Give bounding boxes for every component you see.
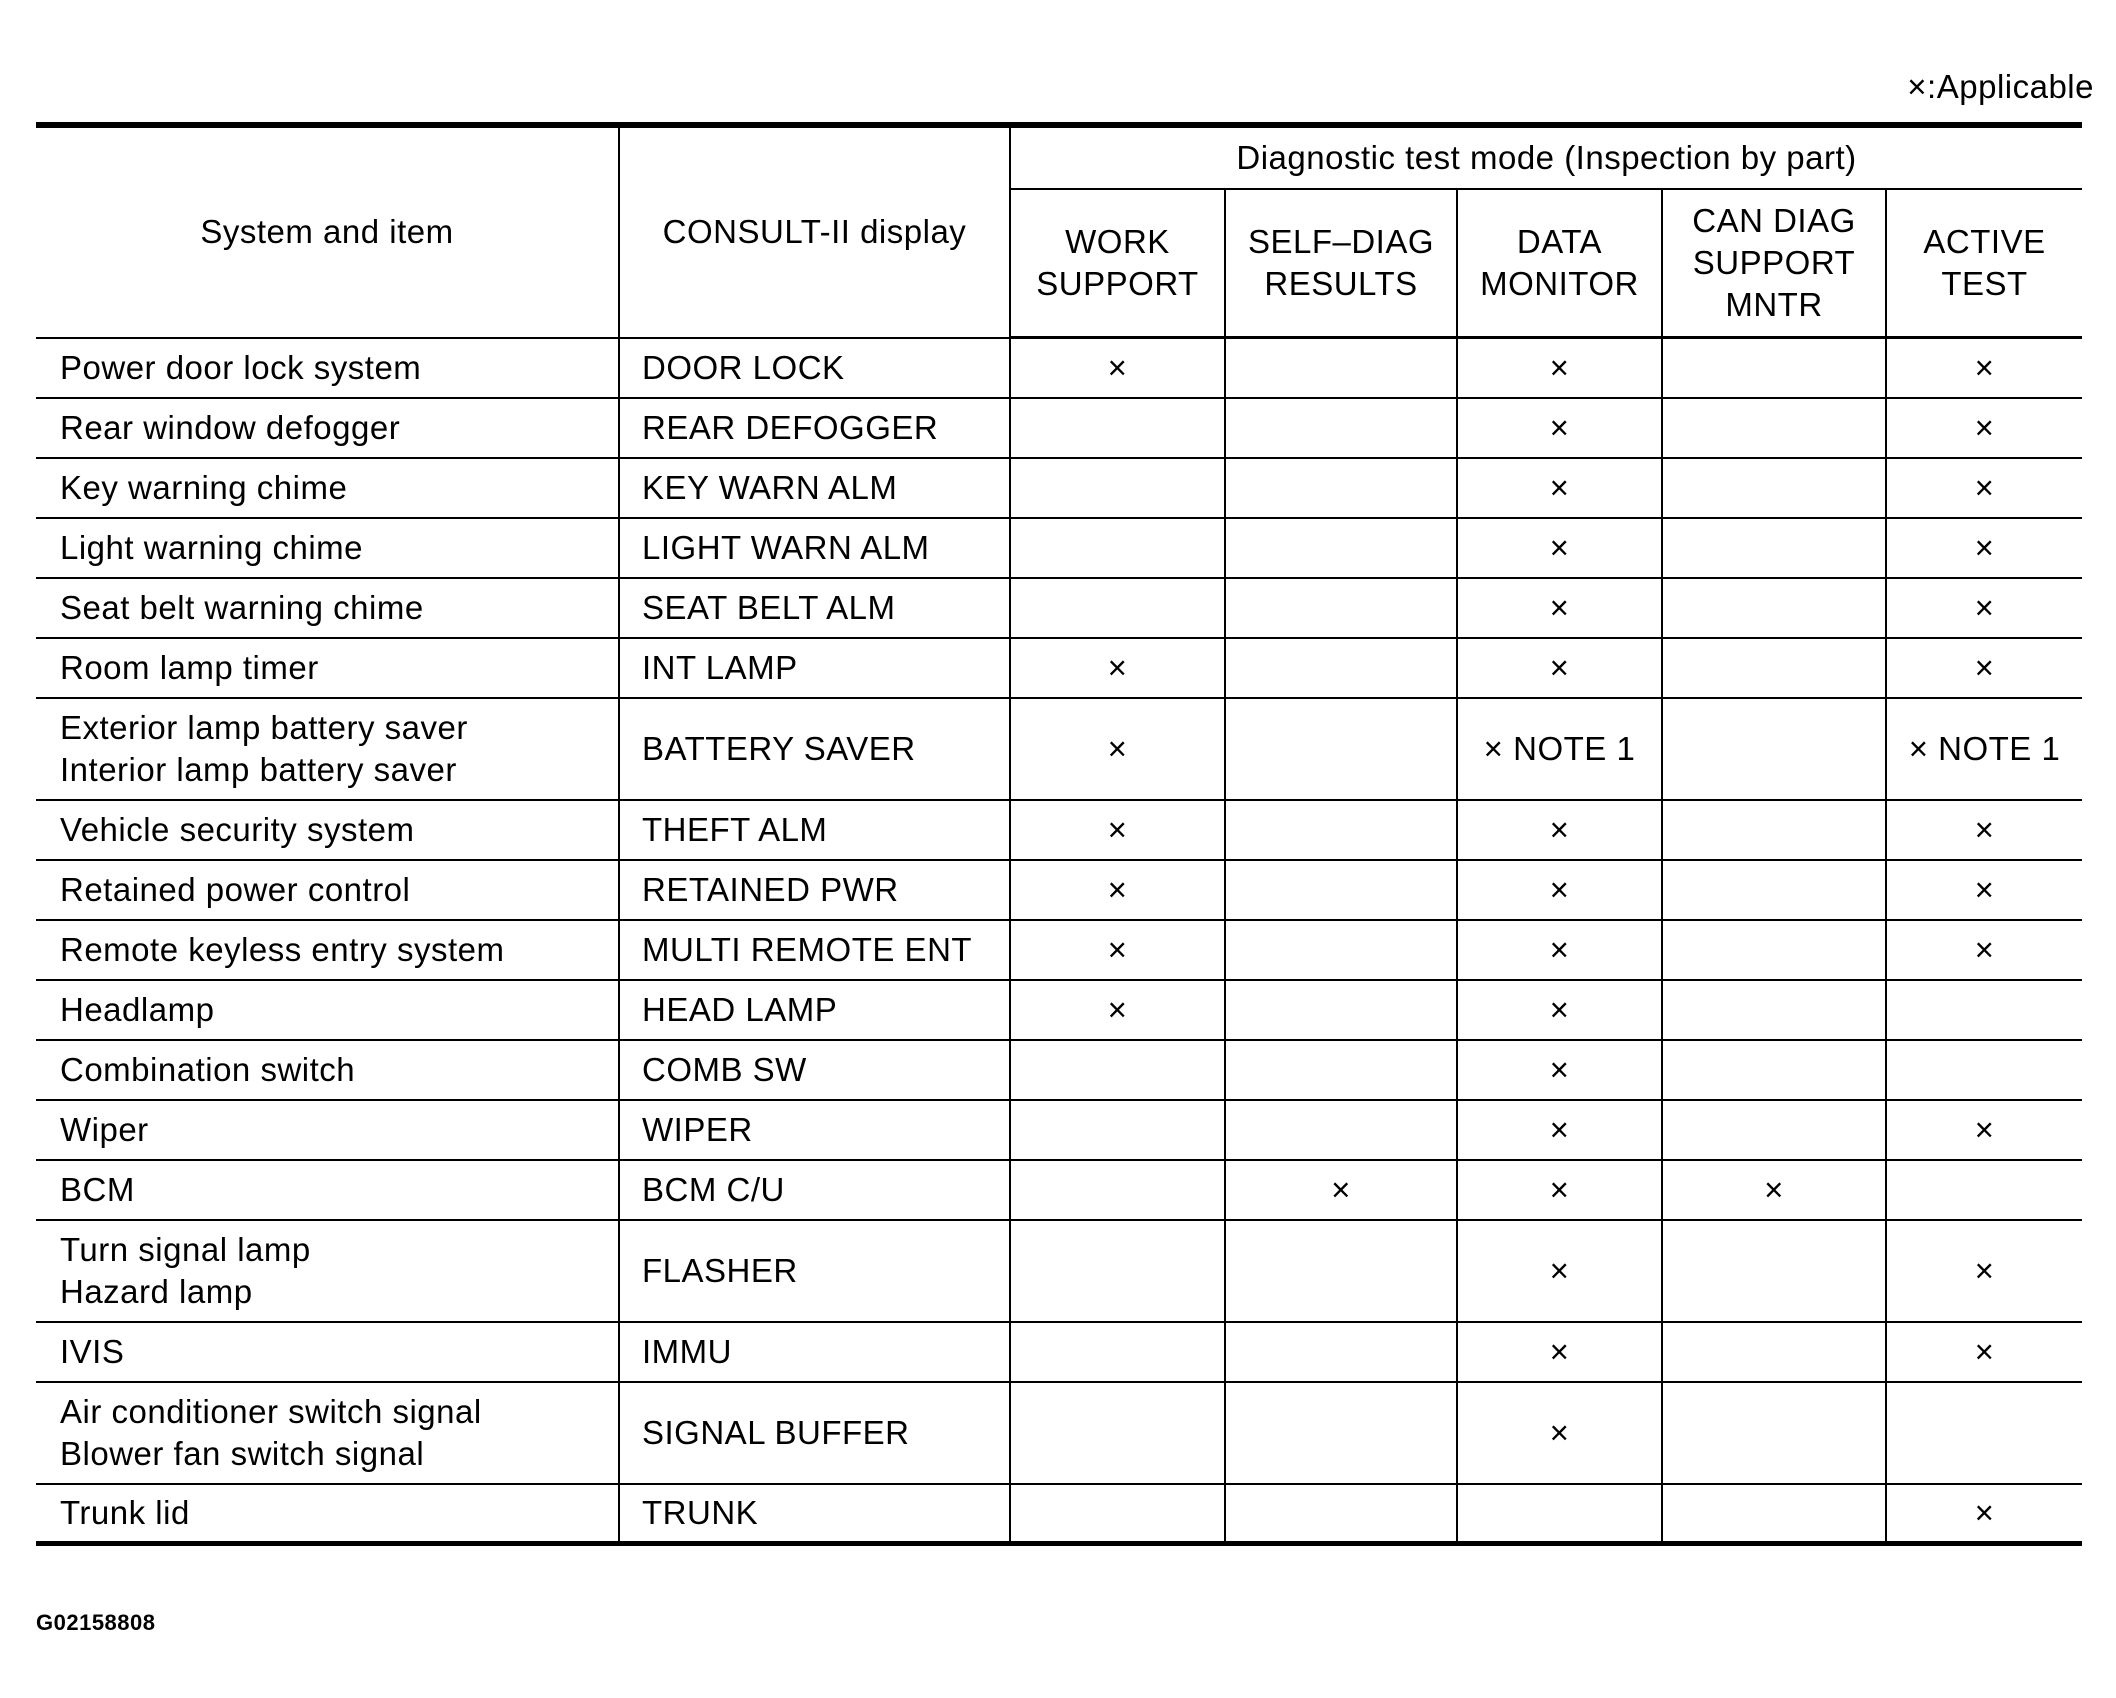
cell-active-test: × <box>1886 338 2082 398</box>
cell-system-item: Rear window defogger <box>36 398 619 458</box>
cell-system-item: Trunk lid <box>36 1484 619 1544</box>
cell-self-diag-results <box>1225 638 1457 698</box>
cell-active-test: × NOTE 1 <box>1886 698 2082 800</box>
table-row <box>36 1382 2082 1484</box>
cell-self-diag-results: × <box>1225 1160 1457 1220</box>
cell-work-support: × <box>1010 980 1225 1040</box>
cell-system-item: Key warning chime <box>36 458 619 518</box>
cell-consult-display: TRUNK <box>619 1484 1010 1544</box>
cell-self-diag-results <box>1225 980 1457 1040</box>
cell-active-test: × <box>1886 800 2082 860</box>
cell-can-diag-support-mntr <box>1662 518 1886 578</box>
cell-can-diag-support-mntr <box>1662 980 1886 1040</box>
cell-consult-display: THEFT ALM <box>619 800 1010 860</box>
cell-can-diag-support-mntr <box>1662 1484 1886 1544</box>
cell-active-test <box>1886 1382 2082 1484</box>
cell-self-diag-results <box>1225 578 1457 638</box>
table-row <box>36 980 2082 1040</box>
cell-active-test: × <box>1886 458 2082 518</box>
table-row <box>36 518 2082 578</box>
cell-data-monitor: × NOTE 1 <box>1457 698 1662 800</box>
cell-system-item: Room lamp timer <box>36 638 619 698</box>
cell-consult-display: LIGHT WARN ALM <box>619 518 1010 578</box>
diagnostic-mode-table <box>36 122 2082 1546</box>
table-row <box>36 458 2082 518</box>
cell-consult-display: RETAINED PWR <box>619 860 1010 920</box>
cell-system-item: Headlamp <box>36 980 619 1040</box>
cell-active-test: × <box>1886 398 2082 458</box>
cell-can-diag-support-mntr <box>1662 698 1886 800</box>
cell-system-item: Remote keyless entry system <box>36 920 619 980</box>
cell-can-diag-support-mntr <box>1662 1100 1886 1160</box>
cell-work-support <box>1010 1322 1225 1382</box>
cell-can-diag-support-mntr <box>1662 920 1886 980</box>
cell-data-monitor: × <box>1457 518 1662 578</box>
cell-data-monitor: × <box>1457 638 1662 698</box>
cell-system-item: Retained power control <box>36 860 619 920</box>
table-row <box>36 698 2082 800</box>
cell-can-diag-support-mntr <box>1662 638 1886 698</box>
cell-consult-display: INT LAMP <box>619 638 1010 698</box>
cell-consult-display: BATTERY SAVER <box>619 698 1010 800</box>
cell-system-item: Exterior lamp battery saver Interior lamp battery saver <box>36 698 619 800</box>
table-row <box>36 1322 2082 1382</box>
cell-can-diag-support-mntr <box>1662 338 1886 398</box>
cell-can-diag-support-mntr <box>1662 398 1886 458</box>
cell-work-support <box>1010 1382 1225 1484</box>
cell-system-item: Vehicle security system <box>36 800 619 860</box>
cell-system-item: IVIS <box>36 1322 619 1382</box>
header-consult-display: CONSULT-II display <box>619 125 1010 338</box>
cell-active-test: × <box>1886 518 2082 578</box>
cell-work-support: × <box>1010 698 1225 800</box>
cell-data-monitor: × <box>1457 1382 1662 1484</box>
cell-active-test: × <box>1886 578 2082 638</box>
cell-work-support <box>1010 398 1225 458</box>
cell-self-diag-results <box>1225 1220 1457 1322</box>
cell-consult-display: COMB SW <box>619 1040 1010 1100</box>
cell-self-diag-results <box>1225 518 1457 578</box>
cell-self-diag-results <box>1225 920 1457 980</box>
cell-data-monitor: × <box>1457 1040 1662 1100</box>
cell-consult-display: KEY WARN ALM <box>619 458 1010 518</box>
cell-active-test <box>1886 980 2082 1040</box>
cell-work-support <box>1010 518 1225 578</box>
cell-work-support: × <box>1010 338 1225 398</box>
table-row <box>36 638 2082 698</box>
cell-can-diag-support-mntr <box>1662 800 1886 860</box>
table-row <box>36 800 2082 860</box>
cell-data-monitor: × <box>1457 1220 1662 1322</box>
cell-work-support: × <box>1010 638 1225 698</box>
cell-consult-display: SEAT BELT ALM <box>619 578 1010 638</box>
cell-can-diag-support-mntr: × <box>1662 1160 1886 1220</box>
cell-work-support <box>1010 458 1225 518</box>
cell-consult-display: BCM C/U <box>619 1160 1010 1220</box>
cell-work-support <box>1010 1484 1225 1544</box>
cell-consult-display: WIPER <box>619 1100 1010 1160</box>
cell-can-diag-support-mntr <box>1662 458 1886 518</box>
table-row <box>36 338 2082 398</box>
cell-work-support: × <box>1010 800 1225 860</box>
cell-system-item: Power door lock system <box>36 338 619 398</box>
cell-can-diag-support-mntr <box>1662 1322 1886 1382</box>
cell-self-diag-results <box>1225 398 1457 458</box>
cell-consult-display: IMMU <box>619 1322 1010 1382</box>
table-body <box>36 338 2082 1544</box>
cell-data-monitor: × <box>1457 1100 1662 1160</box>
table-row <box>36 1100 2082 1160</box>
cell-self-diag-results <box>1225 458 1457 518</box>
cell-work-support <box>1010 1220 1225 1322</box>
applicable-legend: ×:Applicable <box>1907 68 2094 105</box>
cell-data-monitor: × <box>1457 1160 1662 1220</box>
cell-self-diag-results <box>1225 338 1457 398</box>
cell-self-diag-results <box>1225 860 1457 920</box>
cell-self-diag-results <box>1225 1484 1457 1544</box>
cell-data-monitor: × <box>1457 800 1662 860</box>
cell-system-item: Combination switch <box>36 1040 619 1100</box>
cell-self-diag-results <box>1225 1382 1457 1484</box>
cell-active-test <box>1886 1160 2082 1220</box>
cell-work-support <box>1010 1040 1225 1100</box>
cell-consult-display: REAR DEFOGGER <box>619 398 1010 458</box>
cell-consult-display: FLASHER <box>619 1220 1010 1322</box>
cell-data-monitor: × <box>1457 1322 1662 1382</box>
cell-active-test: × <box>1886 1484 2082 1544</box>
cell-system-item: Wiper <box>36 1100 619 1160</box>
diagnostic-table-container <box>36 122 2082 1546</box>
cell-can-diag-support-mntr <box>1662 1040 1886 1100</box>
header-active-test: ACTIVE TEST <box>1886 189 2082 338</box>
cell-data-monitor: × <box>1457 980 1662 1040</box>
cell-data-monitor: × <box>1457 860 1662 920</box>
header-system-and-item: System and item <box>36 125 619 338</box>
header-work-support: WORK SUPPORT <box>1010 189 1225 338</box>
cell-consult-display: SIGNAL BUFFER <box>619 1382 1010 1484</box>
cell-self-diag-results <box>1225 1100 1457 1160</box>
cell-data-monitor: × <box>1457 398 1662 458</box>
cell-data-monitor: × <box>1457 458 1662 518</box>
cell-data-monitor <box>1457 1484 1662 1544</box>
cell-system-item: Light warning chime <box>36 518 619 578</box>
header-self-diag-results: SELF–DIAG RESULTS <box>1225 189 1457 338</box>
table-row <box>36 1484 2082 1544</box>
cell-can-diag-support-mntr <box>1662 1220 1886 1322</box>
cell-active-test: × <box>1886 1100 2082 1160</box>
cell-system-item: Turn signal lamp Hazard lamp <box>36 1220 619 1322</box>
cell-data-monitor: × <box>1457 578 1662 638</box>
cell-self-diag-results <box>1225 1040 1457 1100</box>
cell-consult-display: MULTI REMOTE ENT <box>619 920 1010 980</box>
cell-work-support: × <box>1010 860 1225 920</box>
cell-active-test: × <box>1886 920 2082 980</box>
table-row <box>36 920 2082 980</box>
table-row <box>36 1040 2082 1100</box>
cell-active-test: × <box>1886 1220 2082 1322</box>
cell-work-support <box>1010 578 1225 638</box>
cell-consult-display: HEAD LAMP <box>619 980 1010 1040</box>
header-can-diag-support-mntr: CAN DIAG SUPPORT MNTR <box>1662 189 1886 338</box>
cell-data-monitor: × <box>1457 920 1662 980</box>
cell-consult-display: DOOR LOCK <box>619 338 1010 398</box>
cell-can-diag-support-mntr <box>1662 860 1886 920</box>
table-row <box>36 398 2082 458</box>
cell-self-diag-results <box>1225 800 1457 860</box>
figure-code: G02158808 <box>36 1610 156 1635</box>
table-row <box>36 1160 2082 1220</box>
cell-work-support <box>1010 1100 1225 1160</box>
cell-active-test <box>1886 1040 2082 1100</box>
cell-system-item: Air conditioner switch signal Blower fan switch signal <box>36 1382 619 1484</box>
header-diagnostic-mode-group: Diagnostic test mode (Inspection by part) <box>1010 125 2082 189</box>
cell-active-test: × <box>1886 1322 2082 1382</box>
cell-system-item: BCM <box>36 1160 619 1220</box>
cell-can-diag-support-mntr <box>1662 578 1886 638</box>
header-data-monitor: DATA MONITOR <box>1457 189 1662 338</box>
cell-system-item: Seat belt warning chime <box>36 578 619 638</box>
table-row <box>36 578 2082 638</box>
cell-data-monitor: × <box>1457 338 1662 398</box>
cell-active-test: × <box>1886 860 2082 920</box>
cell-work-support: × <box>1010 920 1225 980</box>
cell-can-diag-support-mntr <box>1662 1382 1886 1484</box>
cell-work-support <box>1010 1160 1225 1220</box>
table-row <box>36 860 2082 920</box>
cell-self-diag-results <box>1225 698 1457 800</box>
table-row <box>36 1220 2082 1322</box>
cell-active-test: × <box>1886 638 2082 698</box>
cell-self-diag-results <box>1225 1322 1457 1382</box>
